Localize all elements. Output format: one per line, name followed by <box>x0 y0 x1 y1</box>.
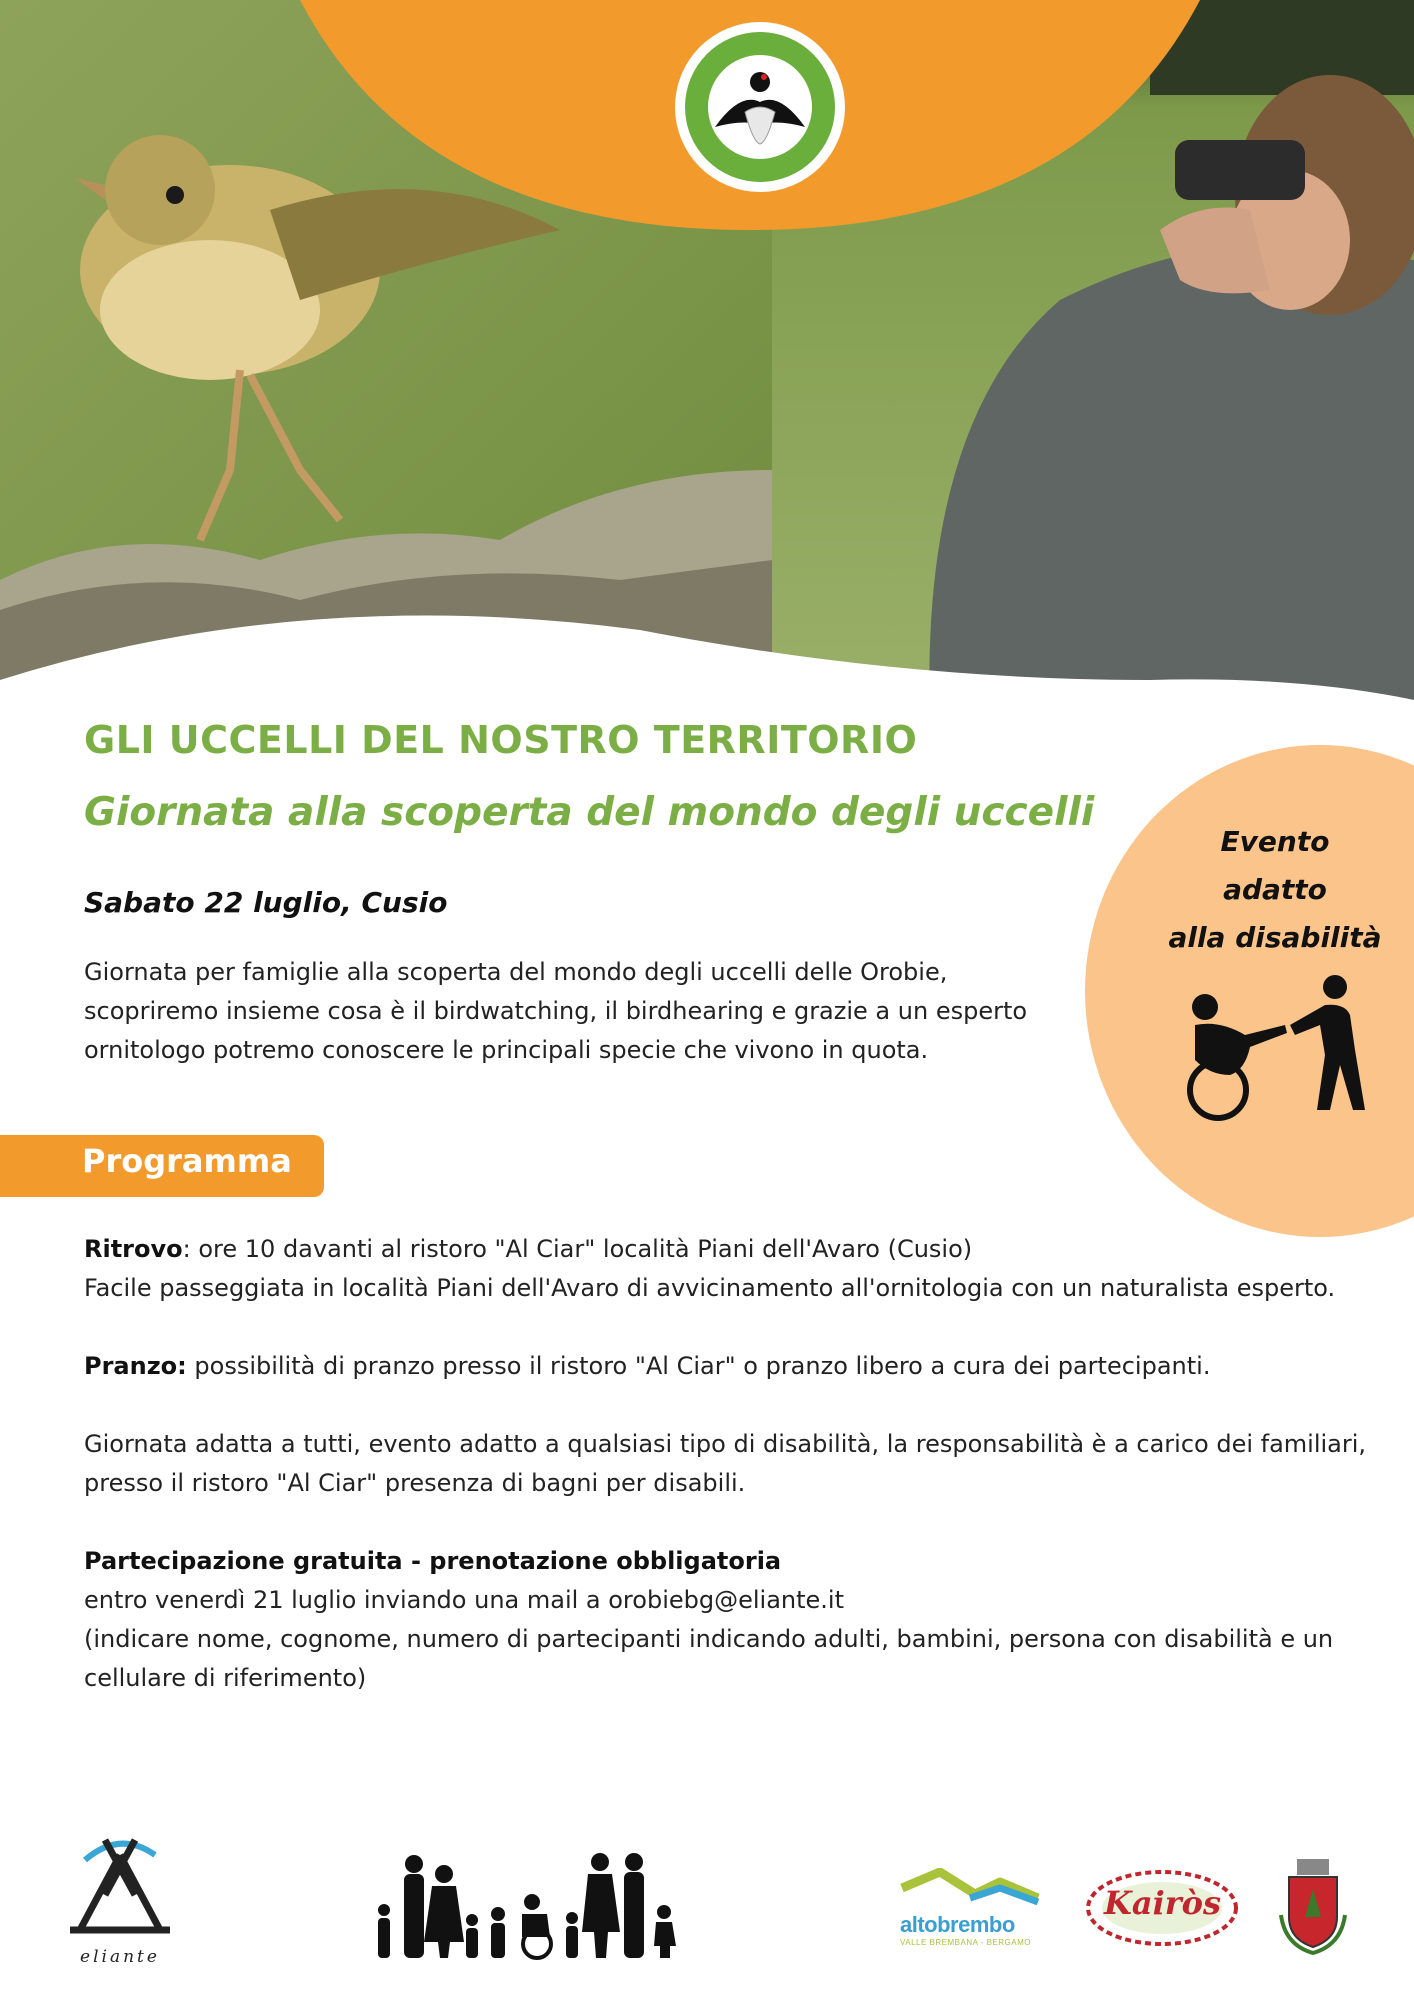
park-logo-emblem <box>685 32 835 182</box>
altobrembo-logo <box>900 1868 1040 1947</box>
page-subtitle: Giornata alla scoperta del mondo degli uccelli <box>84 790 1095 835</box>
eliante-triangle-icon <box>60 1835 180 1945</box>
intro-line: Giornata per famiglie alla scoperta del mondo degli uccelli delle Orobie, <box>84 958 948 986</box>
disability-inclusion-icon <box>1170 975 1380 1129</box>
intro-line: scopriremo insieme cosa è il birdwatching, il birdhearing e grazie a un esperto <box>84 997 1028 1025</box>
event-date-place: Sabato 22 luglio, Cusio <box>84 886 448 919</box>
ritrovo-text: : ore 10 davanti al ristoro "Al Ciar" località Piani dell'Avaro (Cusio) <box>182 1235 973 1263</box>
badge-line: adatto <box>1223 873 1327 906</box>
participation-line: cellulare di riferimento) <box>84 1664 367 1692</box>
pranzo-label: Pranzo: <box>84 1352 187 1380</box>
altobrembo-name: altobrembo <box>900 1912 1015 1937</box>
participation-line: (indicare nome, cognome, numero di partecipanti indicando adulti, bambini, persona con disabilità e un <box>84 1625 1334 1653</box>
pranzo-text: possibilità di pranzo presso il ristoro "Al Ciar" o pranzo libero a cura dei partecipanti. <box>186 1352 1211 1380</box>
family-icon <box>372 1852 682 1962</box>
intro-paragraph <box>84 953 1064 1070</box>
program-label: Programma <box>82 1142 292 1180</box>
access-line: Giornata adatta a tutti, evento adatto a qualsiasi tipo di disabilità, la responsabilità è a carico dei familiari, <box>84 1430 1367 1458</box>
page-title: GLI UCCELLI DEL NOSTRO TERRITORIO <box>84 718 918 762</box>
accessibility-badge-text <box>1155 818 1395 962</box>
participation-line: entro venerdì 21 luglio inviando una mail a orobiebg@eliante.it <box>84 1586 844 1614</box>
badge-line: Evento <box>1220 825 1330 858</box>
kairos-name: Kairòs <box>1104 1884 1221 1922</box>
badge-line: alla disabilità <box>1168 921 1382 954</box>
access-line: presso il ristoro "Al Ciar" presenza di bagni per disabili. <box>84 1469 746 1497</box>
pranzo-paragraph <box>84 1347 1374 1386</box>
family-silhouettes <box>372 1852 682 1966</box>
municipality-crest <box>1275 1855 1350 1959</box>
altobrembo-subtitle: VALLE BREMBANA - BERGAMO <box>900 1938 1031 1947</box>
ritrovo-paragraph <box>84 1230 1374 1308</box>
altobrembo-mountain-icon <box>900 1868 1040 1908</box>
kairos-logo <box>1085 1868 1240 1948</box>
program-body <box>84 1230 1374 1737</box>
participation-label: Partecipazione gratuita - prenotazione obbligatoria <box>84 1547 782 1575</box>
accessibility-paragraph <box>84 1425 1374 1503</box>
grouse-icon <box>685 32 835 182</box>
ritrovo-label: Ritrovo <box>84 1235 183 1263</box>
walk-text: Facile passeggiata in località Piani dell'Avaro di avvicinamento all'ornitologia con un naturalista esperto. <box>84 1274 1336 1302</box>
intro-line: ornitologo potremo conoscere le principali specie che vivono in quota. <box>84 1036 929 1064</box>
park-logo <box>675 22 845 192</box>
eliante-name: eliante <box>80 1947 160 1967</box>
eliante-logo <box>60 1835 180 1965</box>
crest-icon <box>1275 1855 1350 1955</box>
participation-paragraph <box>84 1542 1374 1698</box>
